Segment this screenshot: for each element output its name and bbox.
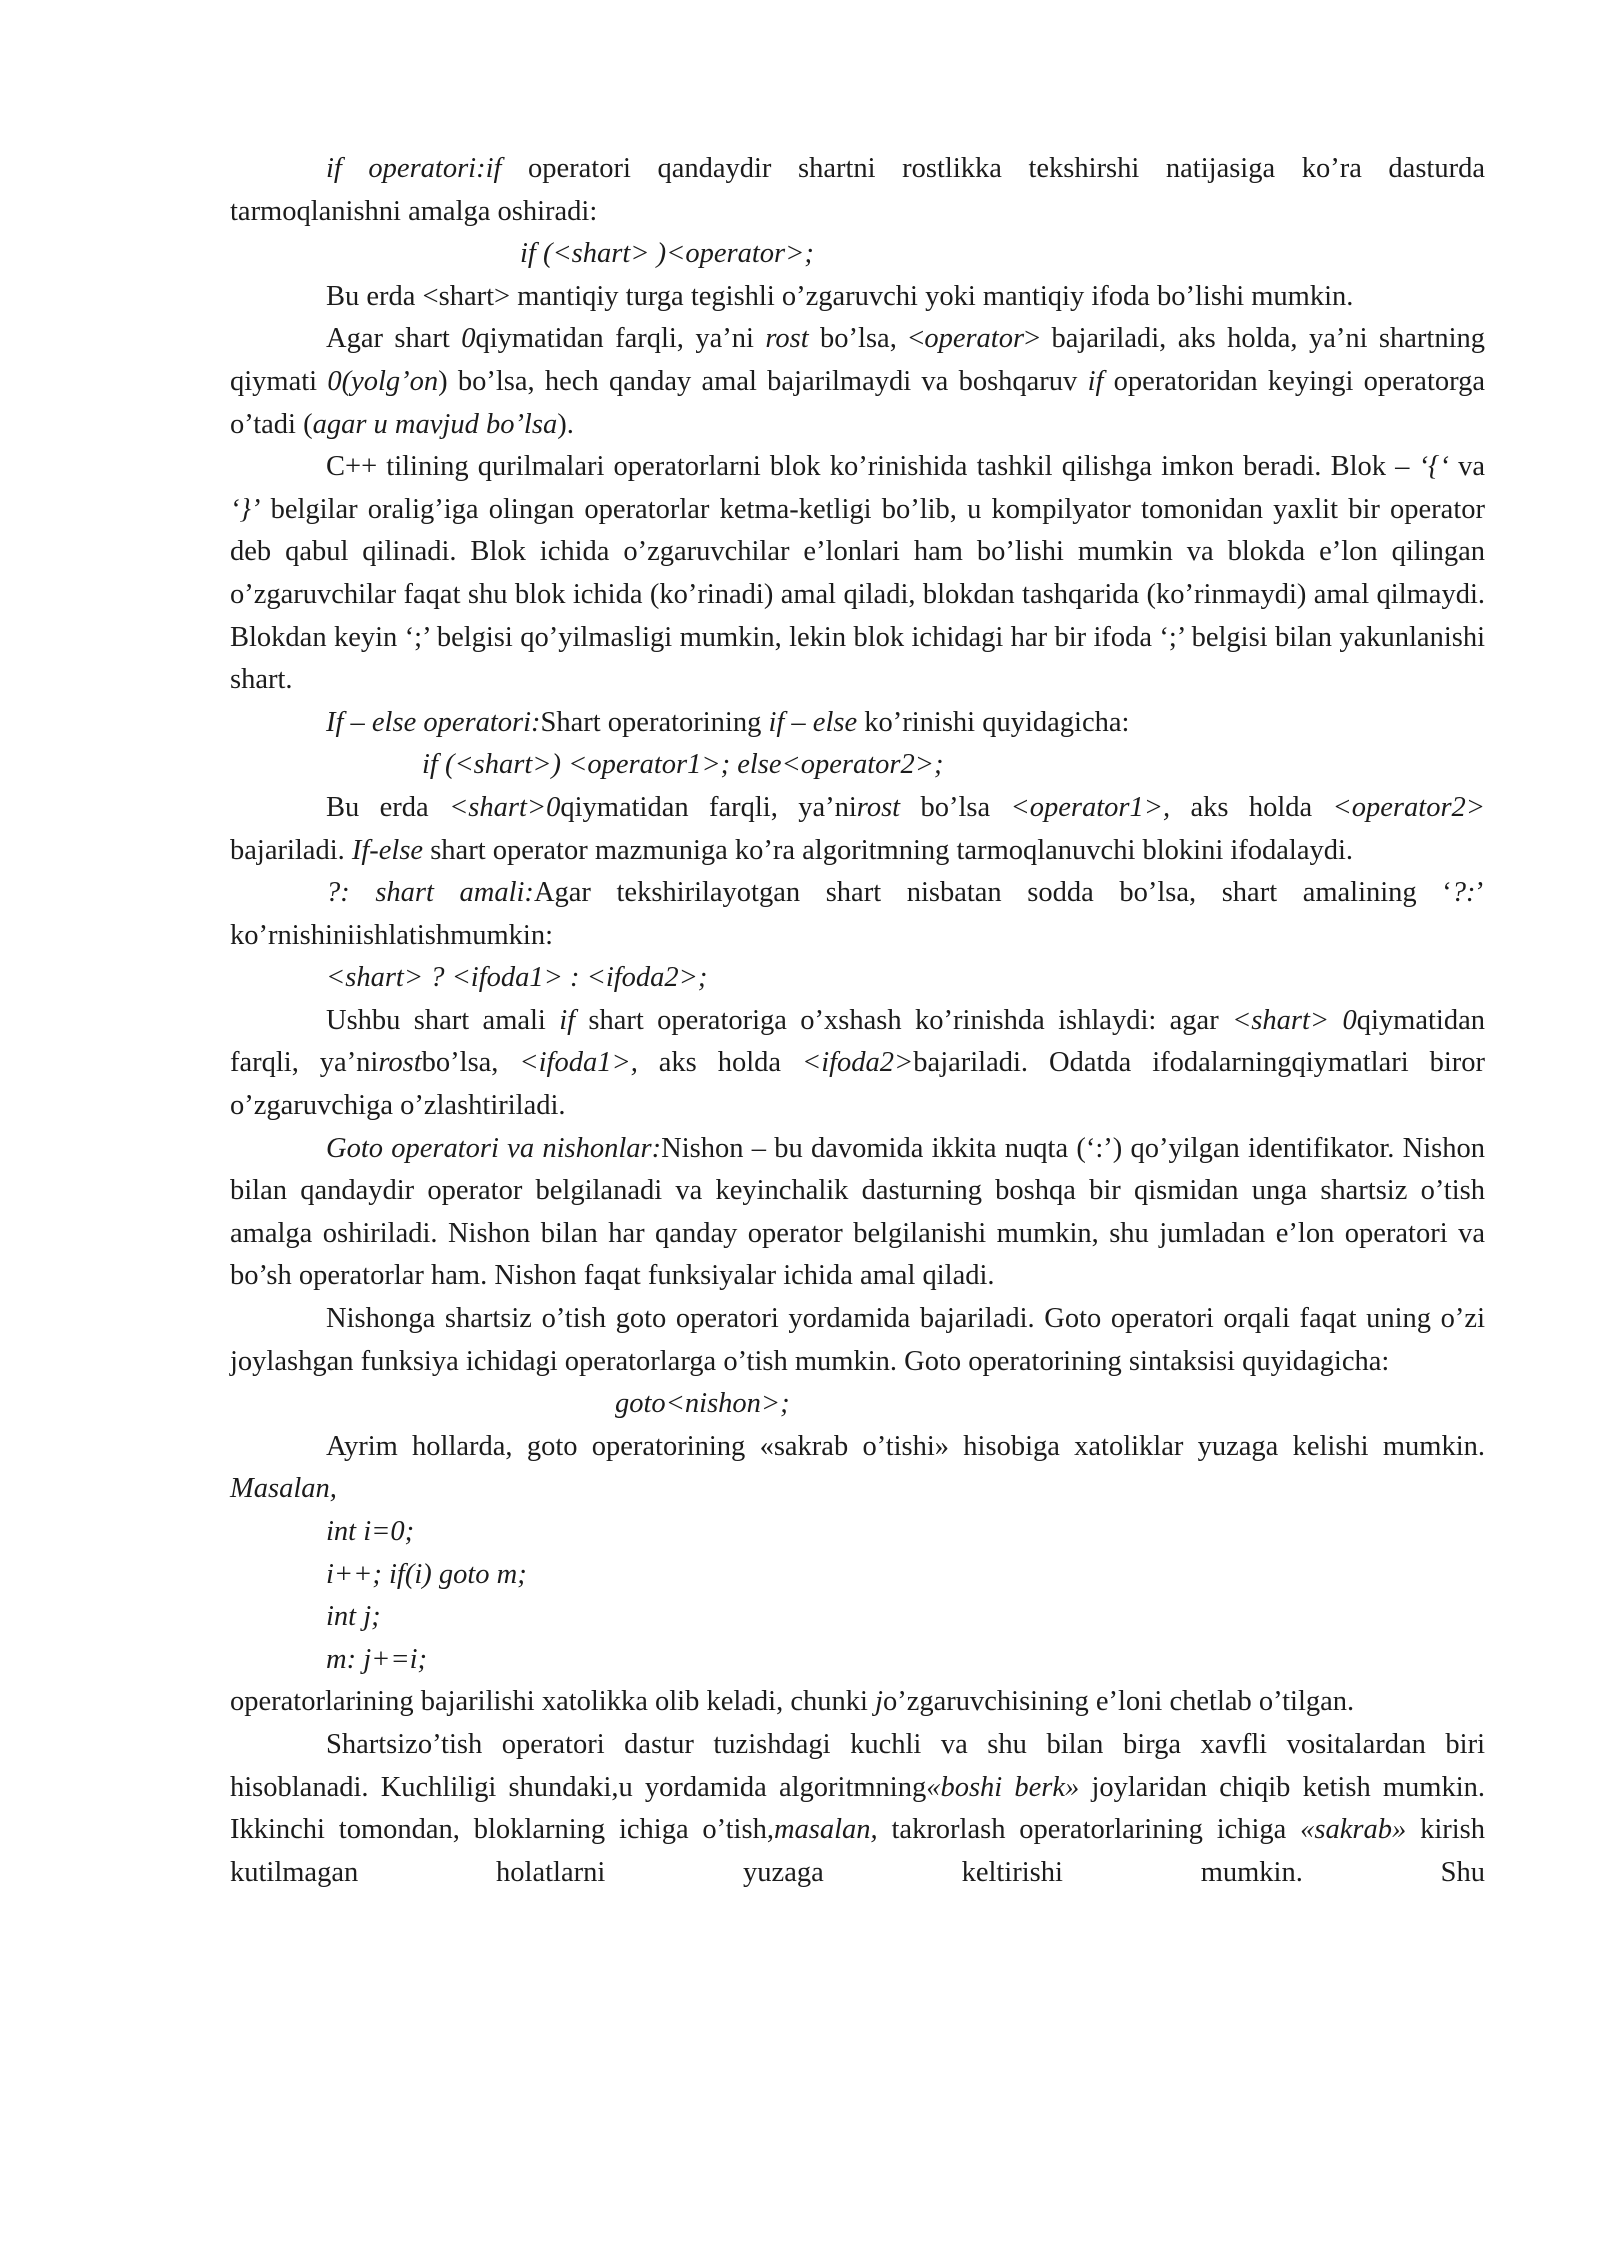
text-run: Ayrim hollarda, goto operatorining «sakrab o’tishi» hisobiga xatoliklar yuzaga kelishi mumkin. bbox=[326, 1430, 1485, 1462]
italic-text: if operatori:if bbox=[326, 153, 502, 184]
text-run: aks holda bbox=[637, 1047, 802, 1079]
code-line: int j; bbox=[326, 1601, 381, 1633]
text-run: Nishon – bu davomida ikkita nuqta (‘:’) qo’yilgan identifikator. Nishon bilan qandaydir operator belgilanadi va keyinchalik dasturning boshqa bir qismidan unga shartsiz o’tish amalga oshiriladi. Nishon bilan har qanday operator belgilanishi mumkin, shu jumladan e’lon operatori va bo’sh operatorlar ham. Nishon faqat funksiyalar ichida amal qiladi. bbox=[230, 1132, 1486, 1292]
italic-text: 0(yolg’on bbox=[327, 365, 439, 397]
italic-text: if bbox=[1087, 365, 1104, 397]
italic-text: if – else bbox=[768, 706, 858, 738]
text-run: Ushbu shart amali bbox=[326, 1004, 560, 1036]
italic-text: rost bbox=[765, 323, 809, 355]
text-run: Agar shart bbox=[326, 323, 462, 355]
text-run: shart operatoriga o’xshash ko’rinishda ishlaydi: agar bbox=[575, 1004, 1233, 1036]
text-run: Agar tekshirilayotgan shart nisbatan sodda bo’lsa, shart amalining ‘ bbox=[533, 877, 1452, 909]
text-run: Bu erda <shart> mantiqiy turga tegishli o’zgaruvchi yoki mantiqiy ifoda bo’lishi mumkin. bbox=[326, 280, 1354, 312]
paragraph bbox=[230, 148, 1485, 233]
text-run: bo’lsa, bbox=[421, 1047, 520, 1079]
italic-text: ?: shart amali: bbox=[326, 877, 534, 909]
text-run: shart operator mazmuniga ko’ra algoritmning tarmoqlanuvchi blokini ifodalaydi. bbox=[423, 834, 1354, 866]
text-run: ). bbox=[557, 408, 574, 440]
text-run: operatoridan keyingi operatorga o’tadi ( bbox=[230, 365, 1485, 440]
text-run: Nishonga shartsiz o’tish goto operatori yordamida bajariladi. Goto operatori orqali faqat uning o’zi joylashgan funksiya ichidagi operatorlarga o’tish mumkin. Goto operatorining sintaksisi quyidagicha: bbox=[230, 1303, 1485, 1377]
paragraph bbox=[230, 787, 1485, 872]
document-page bbox=[230, 148, 1485, 1894]
text-run: qiymatidan farqli, ya’ni bbox=[475, 323, 766, 355]
italic-text: masalan, bbox=[773, 1814, 878, 1846]
italic-text: if bbox=[559, 1004, 576, 1036]
text-run: qiymatidan farqli, ya’ni bbox=[560, 791, 857, 823]
italic-text: ‘{‘ bbox=[1418, 451, 1449, 483]
text-run: ko’rinishi quyidagicha: bbox=[857, 706, 1130, 738]
text-run: Bu erda bbox=[326, 791, 450, 823]
italic-text: ?: bbox=[1451, 877, 1476, 909]
italic-text: If – else operatori: bbox=[326, 706, 541, 738]
text-run: aks holda bbox=[1170, 791, 1333, 823]
paragraph bbox=[230, 872, 1485, 957]
italic-text: ‘}’ bbox=[230, 493, 261, 525]
italic-text: «boshi berk» bbox=[926, 1771, 1080, 1803]
paragraph bbox=[230, 1298, 1485, 1383]
italic-text: <ifoda2> bbox=[801, 1047, 914, 1079]
text-run: bajariladi. Odatda ifodalarningqiymatlari biror o’zgaruvchiga o’zlashtiriladi. bbox=[230, 1047, 1485, 1122]
text-run: bo’lsa, < bbox=[808, 323, 925, 355]
code-line: if (<shart> )<operator>; bbox=[520, 238, 814, 270]
italic-text: <operator2> bbox=[1332, 791, 1486, 823]
italic-text: «sakrab» bbox=[1300, 1814, 1407, 1846]
paragraph bbox=[230, 276, 1485, 319]
italic-text: <ifoda1>, bbox=[519, 1047, 638, 1079]
italic-text: <shart> 0 bbox=[1232, 1004, 1357, 1036]
italic-text: 0 bbox=[461, 323, 476, 355]
italic-text: <shart>0 bbox=[449, 791, 561, 823]
code-line: m: j+=i; bbox=[326, 1643, 427, 1675]
text-run: takrorlash operatorlarining ichiga bbox=[877, 1814, 1301, 1846]
paragraph bbox=[230, 1681, 1485, 1724]
paragraph bbox=[230, 1000, 1485, 1128]
italic-text: agar u mavjud bo’lsa bbox=[312, 408, 558, 440]
italic-text: If-else bbox=[351, 834, 424, 866]
paragraph bbox=[230, 318, 1485, 446]
text-run: ’ ko’rnishiniishlatishmumkin: bbox=[230, 877, 1485, 951]
text-run: C++ tilining qurilmalari operatorlarni blok ko’rinishida tashkil qilishga imkon beradi. Blok – bbox=[326, 451, 1419, 483]
paragraph bbox=[230, 1724, 1485, 1894]
code-line: <shart> ? <ifoda1> : <ifoda2>; bbox=[326, 962, 708, 994]
text-run: joylaridan chiqib ketish mumkin. Ikkinchi tomondan, bloklarning ichiga o’tish, bbox=[230, 1771, 1485, 1846]
text-run: o’zgaruvchisining e’loni chetlab o’tilgan. bbox=[882, 1686, 1355, 1718]
code-line: if (<shart>) <operator1>; else<operator2>; bbox=[422, 749, 944, 781]
paragraph bbox=[230, 446, 1485, 702]
italic-text: rost bbox=[856, 791, 901, 823]
text-run: va bbox=[1448, 451, 1486, 483]
paragraph bbox=[230, 1128, 1485, 1298]
text-run: operatori qandaydir shartni rostlikka tekshirshi natijasiga ko’ra dasturda tarmoqlanishni amalga oshiradi: bbox=[230, 153, 1485, 227]
italic-text: <operator1>, bbox=[1010, 791, 1171, 823]
italic-text: rost bbox=[378, 1047, 422, 1079]
italic-text: operator bbox=[924, 323, 1025, 355]
italic-text: Goto operatori va nishonlar: bbox=[326, 1132, 662, 1164]
text-run: qiymatidan farqli, ya’ni bbox=[230, 1004, 1485, 1079]
text-run: Shartsizo’tish operatori dastur tuzishdagi kuchli va shu bilan birga xavfli vositalardan biri hisoblanadi. Kuchliligi shundaki,u yordamida algoritmning bbox=[230, 1728, 1485, 1803]
code-line: int i=0; bbox=[326, 1516, 415, 1547]
italic-text: Masalan, bbox=[230, 1473, 337, 1505]
text-run: bo’lsa bbox=[900, 791, 1011, 823]
italic-text: j bbox=[875, 1686, 883, 1718]
paragraph bbox=[230, 1426, 1485, 1511]
paragraph bbox=[230, 702, 1485, 745]
text-run: operatorlarining bajarilishi xatolikka olib keladi, chunki bbox=[230, 1686, 876, 1718]
text-run: belgilar oralig’iga olingan operatorlar ketma-ketligi bo’lib, u kompilyator tomonidan yaxlit bir operator deb qabul qilinadi. Blok ichida o’zgaruvchilar e’lonlari ham bo’lishi mumkin va blokda e’lon qilingan o’zgaruvchilar faqat shu blok ichida (ko’rinadi) amal qiladi, blokdan tashqarida (ko’rinmaydi) amal qilmaydi. Blokdan keyin ‘;’ belgisi qo’yilmasligi mumkin, lekin blok ichidagi har bir ifoda ‘;’ belgisi bilan yakunlanishi shart. bbox=[230, 493, 1485, 696]
text-run: ) bo’lsa, hech qanday amal bajarilmaydi va boshqaruv bbox=[438, 365, 1088, 397]
text-run: > bajariladi, aks holda, ya’ni shartning qiymati bbox=[230, 323, 1486, 397]
text-run: Shart operatorining bbox=[540, 706, 769, 738]
code-line: goto<nishon>; bbox=[615, 1388, 790, 1420]
text-run: bajariladi. bbox=[230, 834, 352, 866]
code-line: i++; if(i) goto m; bbox=[326, 1558, 527, 1590]
text-run: kirish kutilmagan holatlarni yuzaga keltirishi mumkin. Shu bbox=[230, 1814, 1485, 1888]
